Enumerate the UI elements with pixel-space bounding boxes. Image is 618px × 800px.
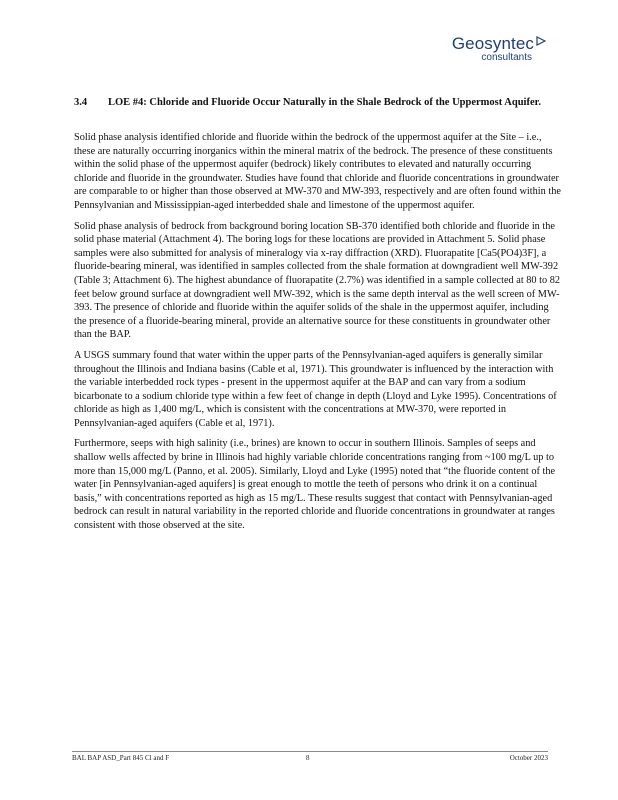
footer-divider: [72, 751, 548, 752]
section-heading: [74, 96, 554, 110]
paragraph: Furthermore, seeps with high salinity (i.e., brines) are known to occur in southern Illinois. Samples of seeps and shallow wells affected by brine in Illinois had highly variable chloride concentrations ranging from ~100 mg/L up to more than 15,000 mg/L (Panno, et al. 2005). Similarly, Lloyd and Lyke (1995) noted that “the fluoride content of the water [in Pennsylvanian-aged aquifers] is great enough to mottle the teeth of persons who drink it on a continual basis,” with concentrations reported as high as 15 mg/L. These results suggest that contact with Pennsylvanian-aged bedrock can result in natural variability in the reported chloride and fluoride concentrations in groundwater at ranges consistent with those observed at the site.: [74, 438, 556, 532]
paragraph: Solid phase analysis of bedrock from background boring location SB-370 identified both chloride and fluoride in the solid phase material (Attachment 4). The boring logs for these locations are provided in Attachment 5. Solid phase samples were also submitted for analysis of mineralogy via x-ray diffraction (XRD). Fluorapatite [Ca5(PO4)3F], a fluoride-bearing mineral, was identified in samples collected from the shale formation at downgradient well MW-392 (Table 3; Attachment 6). The highest abundance of fluorapatite (2.7%) was identified in a sample collected at 80 to 82 feet below ground surface at downgradient well MW-392, which is the same depth interval as the well screen of MW-393. The presence of chloride and fluoride within the aquifer solids of the shale in the uppermost aquifer, including the presence of a fluoride-bearing mineral, provide an alternative source for these constituents in groundwater other than the BAP.: [74, 220, 561, 341]
section-title: LOE #4: Chloride and Fluoride Occur Naturally in the Shale Bedrock of the Uppermost Aquifer.: [108, 97, 541, 108]
logo-name: Geosyntec: [451, 34, 534, 53]
company-logo: [452, 34, 546, 63]
footer-date: October 2023: [509, 754, 548, 762]
logo-subtitle: consultants: [481, 52, 532, 63]
section-number: 3.4: [74, 97, 88, 108]
footer-page-number: 8: [306, 754, 310, 762]
section-body: [74, 131, 562, 540]
paragraph: Solid phase analysis identified chloride and fluoride within the bedrock of the uppermost aquifer at the Site – i.e., these are naturally occurring inorganics within the mineral matrix of the bedrock. The presence of these constituents within the solid phase of the uppermost aquifer (bedrock) likely contributes to elevated and naturally occurring chloride and fluoride in the groundwater. Studies have found that chloride and fluoride concentrations in groundwater are comparable to or higher than those observed at MW-370 and MW-393, respectively and are often found within the Pennsylvanian and Mississippian-aged interbedded shale and limestone of the uppermost aquifer.: [74, 132, 561, 211]
footer-document-id: BAL BAP ASD_Part 845 Cl and F: [72, 754, 170, 762]
paragraph: A USGS summary found that water within the upper parts of the Pennsylvanian-aged aquifers is generally similar throughout the Illinois and Indiana basins (Cable et al, 1971). This groundwater is influenced by the interaction with the variable interbedded rock types - present in the uppermost aquifer at the BAP and can vary from a sodium bicarbonate to a sodium chloride type within a few feet of change in depth (Lloyd and Lyke 1995). Concentrations of chloride as high as 1,400 mg/L, which is consistent with the concentrations at MW-370, were reported in Pennsylvanian-aged aquifers (Cable et al, 1971).: [74, 349, 557, 429]
logo-arrow-icon: [536, 36, 546, 46]
